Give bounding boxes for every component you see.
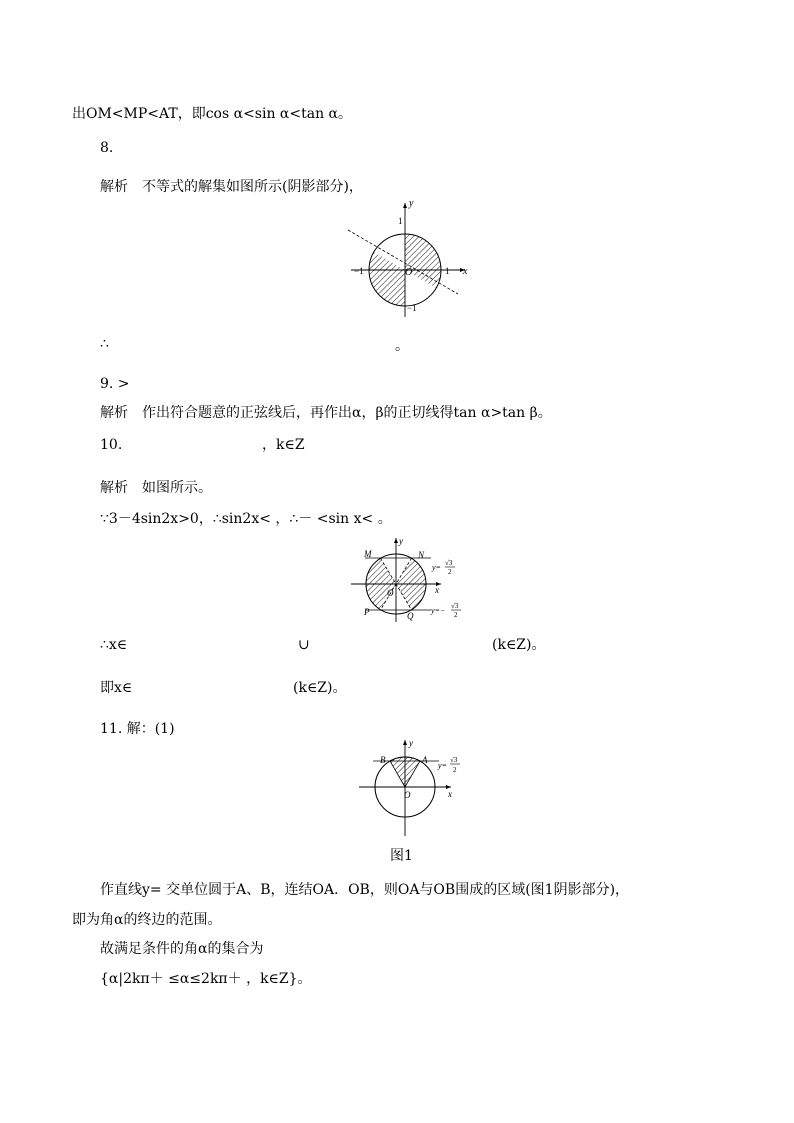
point-label: B — [380, 755, 386, 765]
text-line: 解析 不等式的解集如图所示(阴影部分)， — [100, 179, 363, 195]
text-line: (k∈Z)。 — [293, 680, 347, 696]
text-line: ∴x∈ — [100, 637, 128, 653]
problem-number: 8. — [100, 140, 114, 156]
text-line: 出OM<MP<AT，即cos α<sin α<tan α。 — [72, 106, 353, 122]
y-axis-label: y — [399, 536, 403, 546]
text-line: 11. 解：(1) — [100, 721, 175, 737]
line-label-denominator: 2 — [453, 766, 457, 774]
line-label-numerator: √3 — [445, 559, 453, 567]
x-axis-label: x — [463, 266, 468, 277]
point-label: N — [418, 550, 425, 560]
text-line: 即x∈ — [100, 680, 133, 696]
line-label-numerator: √3 — [451, 602, 459, 610]
y-axis-label: y — [409, 198, 414, 209]
x-axis-label: x — [435, 585, 439, 595]
text-line: 解析 如图所示。 — [100, 480, 212, 496]
text-line: 解析 作出符合题意的正弦线后，再作出α，β的正切线得tan α>tan β。 — [100, 405, 552, 421]
text-line: 即为角α的终边的范围。 — [72, 912, 222, 928]
point-label: A — [422, 755, 428, 765]
problem-number: 9. > — [100, 376, 130, 392]
text-line: 故满足条件的角α的集合为 — [100, 941, 264, 957]
text-line: ∵3－4sin2x>0，∴sin2x< ，∴－ <sin x< 。 — [100, 511, 392, 527]
point-label: Q — [407, 611, 414, 621]
text-line: 作直线y= 交单位圆于A、B，连结OA．OB，则OA与OB围成的区域(图1阴影部分)， — [100, 882, 630, 898]
point-label: M — [364, 549, 372, 559]
unit-circle-figure-3 — [355, 736, 465, 840]
origin-label: O — [404, 790, 411, 800]
problem-number: 10. — [100, 437, 123, 453]
tick-label: −1 — [354, 266, 364, 276]
line-label-prefix: y= — [432, 563, 441, 572]
line-label-numerator: √3 — [450, 756, 458, 764]
unit-circle-figure-1 — [345, 197, 475, 322]
tick-label: 1 — [445, 266, 450, 276]
unit-circle-figure-2 — [345, 534, 470, 626]
tick-label: −1 — [407, 303, 417, 313]
line-label-prefix: y= — [438, 761, 447, 770]
origin-label: O — [387, 588, 394, 598]
union-symbol: ∪ — [298, 637, 310, 653]
therefore-symbol: ∴ — [100, 336, 109, 352]
figure-caption: 图1 — [390, 848, 413, 864]
line-label-denominator: 2 — [454, 611, 458, 619]
text-line: {α|2kπ＋ ≤α≤2kπ＋ ，k∈Z}。 — [100, 971, 312, 987]
y-axis-label: y — [409, 738, 413, 748]
point-label: P — [364, 607, 370, 617]
tick-label: 1 — [398, 216, 403, 226]
period: 。 — [395, 338, 409, 354]
line-label-prefix: y=− — [431, 606, 446, 615]
line-label-denominator: 2 — [448, 568, 452, 576]
text-line: ，k∈Z — [262, 437, 305, 453]
origin-label: O — [405, 267, 413, 278]
x-axis-label: x — [448, 789, 452, 799]
text-line: (k∈Z)。 — [492, 637, 546, 653]
